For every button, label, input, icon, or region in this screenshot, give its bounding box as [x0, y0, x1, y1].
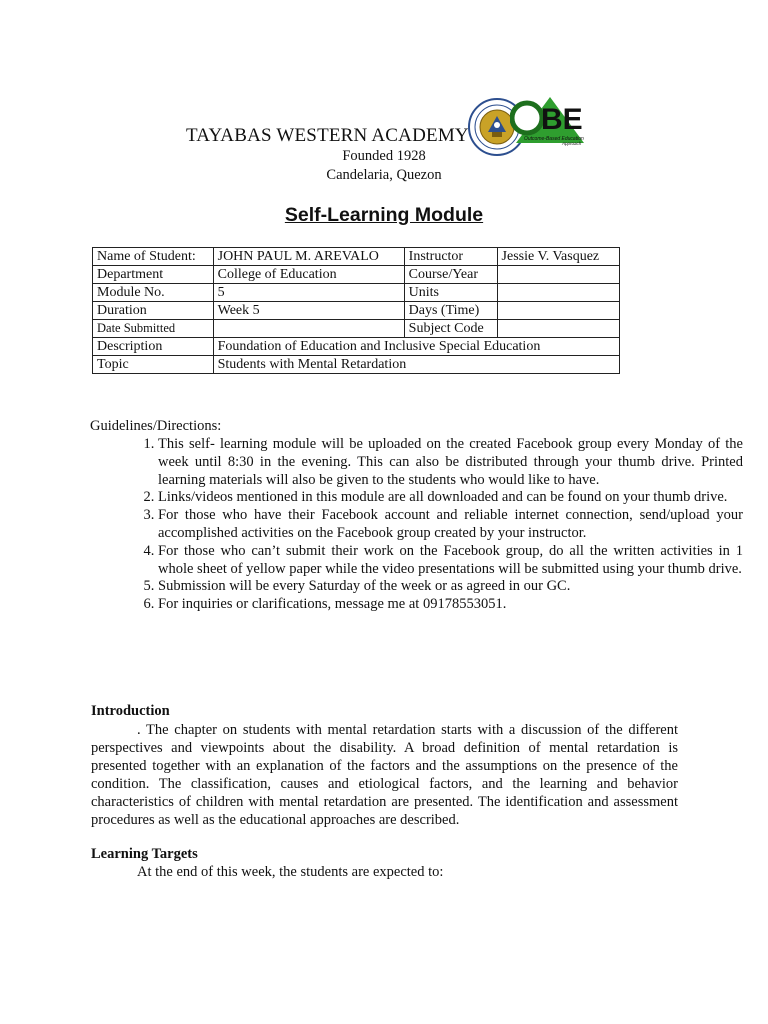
list-item: 5. Submission will be every Saturday of the week or as agreed in our GC.: [158, 578, 743, 596]
location-line: Candelaria, Quezon: [326, 167, 442, 183]
table-cell-label: Units: [404, 284, 497, 302]
table-cell-label: Duration: [93, 302, 214, 320]
founded-line: Founded 1928: [342, 148, 426, 164]
table-cell-value: JOHN PAUL M. AREVALO: [213, 248, 404, 266]
list-item: 2. Links/videos mentioned in this module are all downloaded and can be found on your thumb drive.: [158, 489, 743, 507]
list-item: 1. This self- learning module will be uploaded on the created Facebook group every Monday of the week until 8:30 in the evening. This can also be distributed through your thumb drive. Printed learning materials will also be given to the students who would like to have.: [158, 436, 743, 489]
table-row: [93, 320, 620, 338]
table-row: [93, 338, 620, 356]
list-item: 6. For inquiries or clarifications, message me at 09178553051.: [158, 596, 743, 614]
table-cell-value: Foundation of Education and Inclusive Special Education: [213, 338, 619, 356]
table-cell-label: Topic: [93, 356, 214, 374]
table-cell-label: Subject Code: [404, 320, 497, 338]
table-cell-value: Week 5: [213, 302, 404, 320]
table-cell-value: 5: [213, 284, 404, 302]
table-cell-label: Course/Year: [404, 266, 497, 284]
table-cell-value: [213, 320, 404, 338]
table-cell-value: Jessie V. Vasquez: [497, 248, 619, 266]
svg-text:BE: BE: [541, 103, 583, 136]
table-cell-label: Days (Time): [404, 302, 497, 320]
table-cell-label: Date Submitted: [93, 320, 214, 338]
table-cell-value: [497, 266, 619, 284]
table-row: [93, 248, 620, 266]
obe-logo-icon: [510, 93, 590, 147]
learning-targets-heading: Learning Targets: [91, 846, 198, 862]
table-cell-value: [497, 284, 619, 302]
table-cell-label: Department: [93, 266, 214, 284]
school-name: TAYABAS WESTERN ACADEMY: [186, 125, 469, 146]
table-cell-label: Name of Student:: [93, 248, 214, 266]
table-cell-value: Students with Mental Retardation: [213, 356, 619, 374]
table-row: [93, 266, 620, 284]
introduction-heading: Introduction: [91, 703, 170, 719]
list-item: 4. For those who can’t submit their work on the Facebook group, do all the written activities in 1 whole sheet of yellow paper while the video presentations will be submitted using your thumb drive.: [158, 543, 743, 579]
guidelines-list: [92, 436, 743, 614]
introduction-paragraph: . The chapter on students with mental retardation starts with a discussion of the different perspectives and viewpoints about the disability. A broad definition of mental retardation is presented together with an explanation of the factors and the assumptions on the presence of the condition. The classification, causes and etiological factors, and the learning and behavior characteristics of children with mental retardation are presented. The identification and assessment procedures as well as the educational approaches are described.: [91, 722, 678, 828]
guidelines-heading: Guidelines/Directions:: [90, 418, 222, 434]
svg-text:Outcome-Based Education: Outcome-Based Education: [524, 136, 584, 142]
student-info-table: [92, 247, 620, 374]
svg-text:Approach: Approach: [562, 141, 582, 146]
table-cell-value: College of Education: [213, 266, 404, 284]
table-row: [93, 356, 620, 374]
table-cell-label: Instructor: [404, 248, 497, 266]
table-row: [93, 302, 620, 320]
table-cell-label: Module No.: [93, 284, 214, 302]
list-item: 3. For those who have their Facebook account and reliable internet connection, send/upload your accomplished activities on the Facebook group created by your instructor.: [158, 507, 743, 543]
table-cell-value: [497, 302, 619, 320]
table-cell-value: [497, 320, 619, 338]
module-title: Self-Learning Module: [284, 204, 484, 226]
learning-targets-text: At the end of this week, the students are expected to:: [137, 864, 444, 880]
table-cell-label: Description: [93, 338, 214, 356]
table-row: [93, 284, 620, 302]
